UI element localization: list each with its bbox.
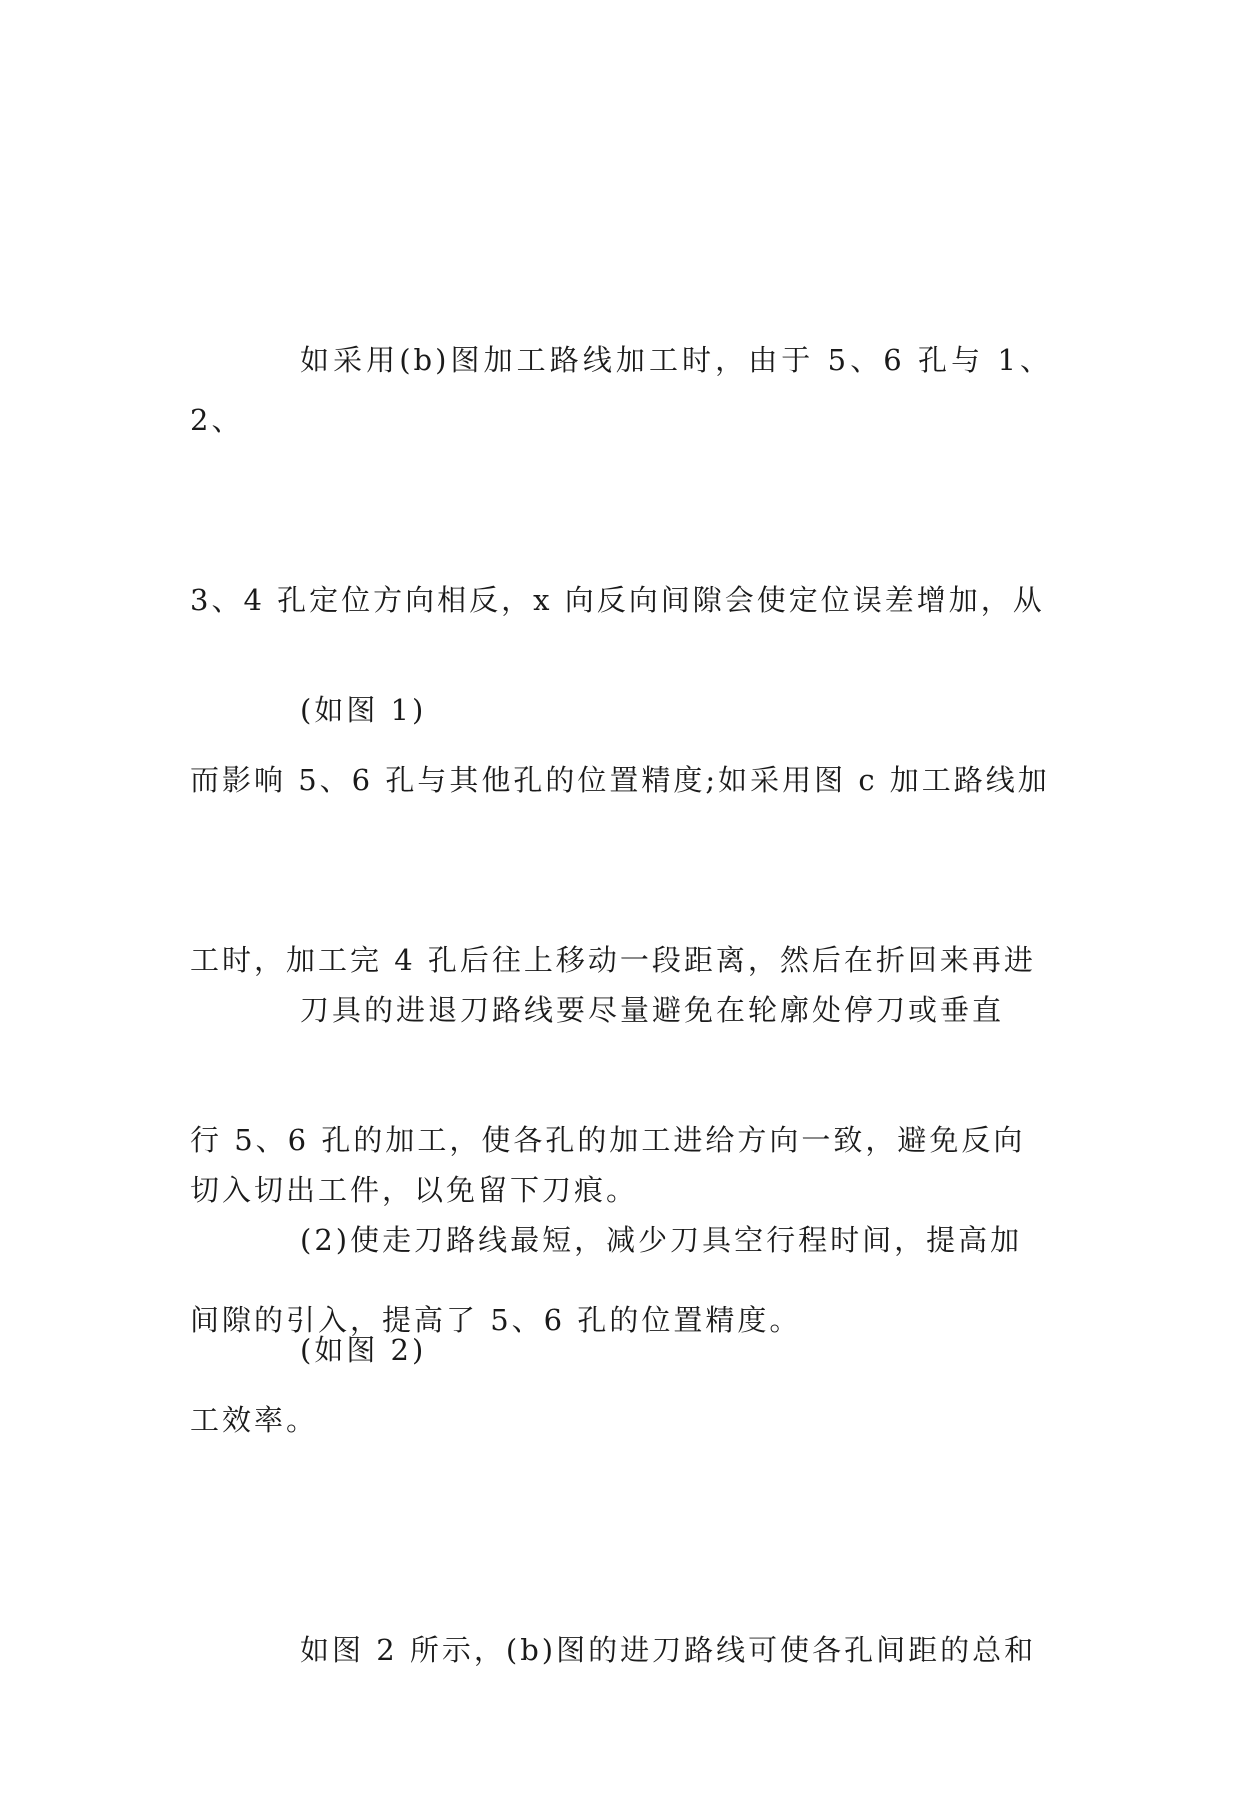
text-line: 工时，加工完 4 孔后往上移动一段距离，然后在折回来再进 (190, 943, 1036, 977)
text-line: (2)使走刀路线最短，减少刀具空行程时间，提高加 (300, 1223, 1023, 1257)
figure-label-2: (如图 2) (300, 1333, 427, 1367)
text-line: 而影响 5、6 孔与其他孔的位置精度;如采用图 c 加工路线加 (190, 763, 1050, 797)
text-line: 行 5、6 孔的加工，使各孔的加工进给方向一致，避免反向 (190, 1123, 1026, 1157)
text-line: 工效率。 (190, 1403, 319, 1437)
text-line: 如采用(b)图加工路线加工时，由于 5、6 孔与 1、2、 (190, 343, 1052, 437)
text-line: 3、4 孔定位方向相反，x 向反向间隙会使定位误差增加，从 (190, 583, 1045, 617)
text-line: 间隙的引入，提高了 5、6 孔的位置精度。 (190, 1303, 802, 1337)
figure-label-1: (如图 1) (300, 693, 427, 727)
text-line: 刀具的进退刀路线要尽量避免在轮廓处停刀或垂直 (300, 993, 1005, 1027)
text-line: 如图 2 所示，(b)图的进刀路线可使各孔间距的总和 (300, 1633, 1037, 1667)
text-line: 切入切出工件，以免留下刀痕。 (190, 1173, 639, 1207)
paragraph-figure-2-description (190, 1500, 1052, 1800)
